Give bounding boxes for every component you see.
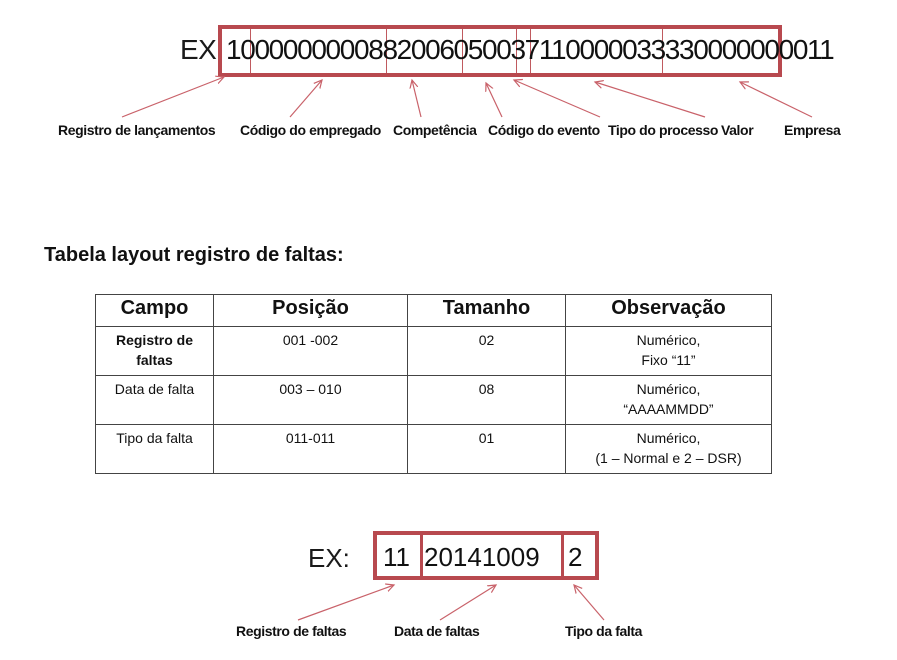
caption-registro-lancamentos: Registro de lançamentos — [58, 122, 216, 138]
example2-part-tipo: 2 — [568, 542, 583, 572]
arrow-valor — [595, 82, 705, 117]
cell-tamanho: 01 — [408, 425, 566, 474]
caption-codigo-empregado: Código do empregado — [240, 122, 381, 138]
table-header-row — [96, 295, 772, 327]
caption-registro-faltas: Registro de faltas — [236, 623, 347, 639]
cell-obs-line: “AAAAMMDD” — [623, 401, 714, 417]
cell-obs-line: Numérico, — [636, 332, 701, 348]
cell-campo — [96, 327, 214, 376]
cell-posicao: 003 – 010 — [214, 376, 408, 425]
header-observacao: Observação — [566, 295, 772, 327]
cell-obs-line: Fixo “11” — [641, 352, 696, 368]
arrow-evento — [486, 83, 502, 117]
cell-posicao: 001 -002 — [214, 327, 408, 376]
example2-part-data: 20141009 — [424, 542, 540, 572]
cell-posicao: 011-011 — [214, 425, 408, 474]
cell-campo — [96, 376, 214, 425]
example2-label: EX: — [308, 543, 350, 573]
table-row — [96, 425, 772, 474]
caption-tipo-processo: Tipo do processo — [608, 122, 719, 138]
arrow-empresa — [740, 82, 812, 117]
cell-campo-line: Data de falta — [114, 381, 195, 397]
header-campo: Campo — [96, 295, 214, 327]
caption-empresa: Empresa — [784, 122, 841, 138]
cell-tamanho: 02 — [408, 327, 566, 376]
cell-observacao — [566, 376, 772, 425]
arrow-competencia — [412, 80, 421, 117]
section-heading: Tabela layout registro de faltas: — [44, 244, 344, 266]
arrow-empregado — [290, 80, 322, 117]
caption-competencia: Competência — [393, 122, 477, 138]
cell-campo-line: Tipo da falta — [116, 430, 193, 446]
arrow-data-faltas — [440, 585, 496, 620]
cell-obs-line: Numérico, — [636, 381, 701, 397]
cell-observacao — [566, 425, 772, 474]
segment-divider — [561, 535, 564, 576]
arrow-registro-faltas — [298, 585, 394, 620]
segment-divider — [420, 535, 423, 576]
cell-observacao — [566, 327, 772, 376]
cell-campo-line: faltas — [136, 352, 173, 368]
table-row — [96, 376, 772, 425]
arrow-processo — [514, 80, 600, 117]
example1-record-digits: 1000000000882006050037110000033330000000011 — [226, 34, 834, 65]
cell-tamanho: 08 — [408, 376, 566, 425]
example1-label: EX: — [180, 34, 224, 65]
header-tamanho: Tamanho — [408, 295, 566, 327]
arrow-tipo-falta — [574, 585, 604, 620]
cell-obs-line: (1 – Normal e 2 – DSR) — [595, 450, 742, 466]
layout-table — [95, 294, 772, 474]
header-posicao: Posição — [214, 295, 408, 327]
example2-part-registro: 11 — [383, 542, 410, 572]
cell-campo-line: Registro de — [115, 332, 193, 348]
caption-codigo-evento: Código do evento — [488, 122, 600, 138]
arrow-registro — [122, 77, 224, 117]
caption-valor: Valor — [721, 122, 754, 138]
caption-data-faltas: Data de faltas — [394, 623, 480, 639]
cell-obs-line: Numérico, — [636, 430, 701, 446]
caption-tipo-falta: Tipo da falta — [565, 623, 642, 639]
table-row — [96, 327, 772, 376]
cell-campo — [96, 425, 214, 474]
